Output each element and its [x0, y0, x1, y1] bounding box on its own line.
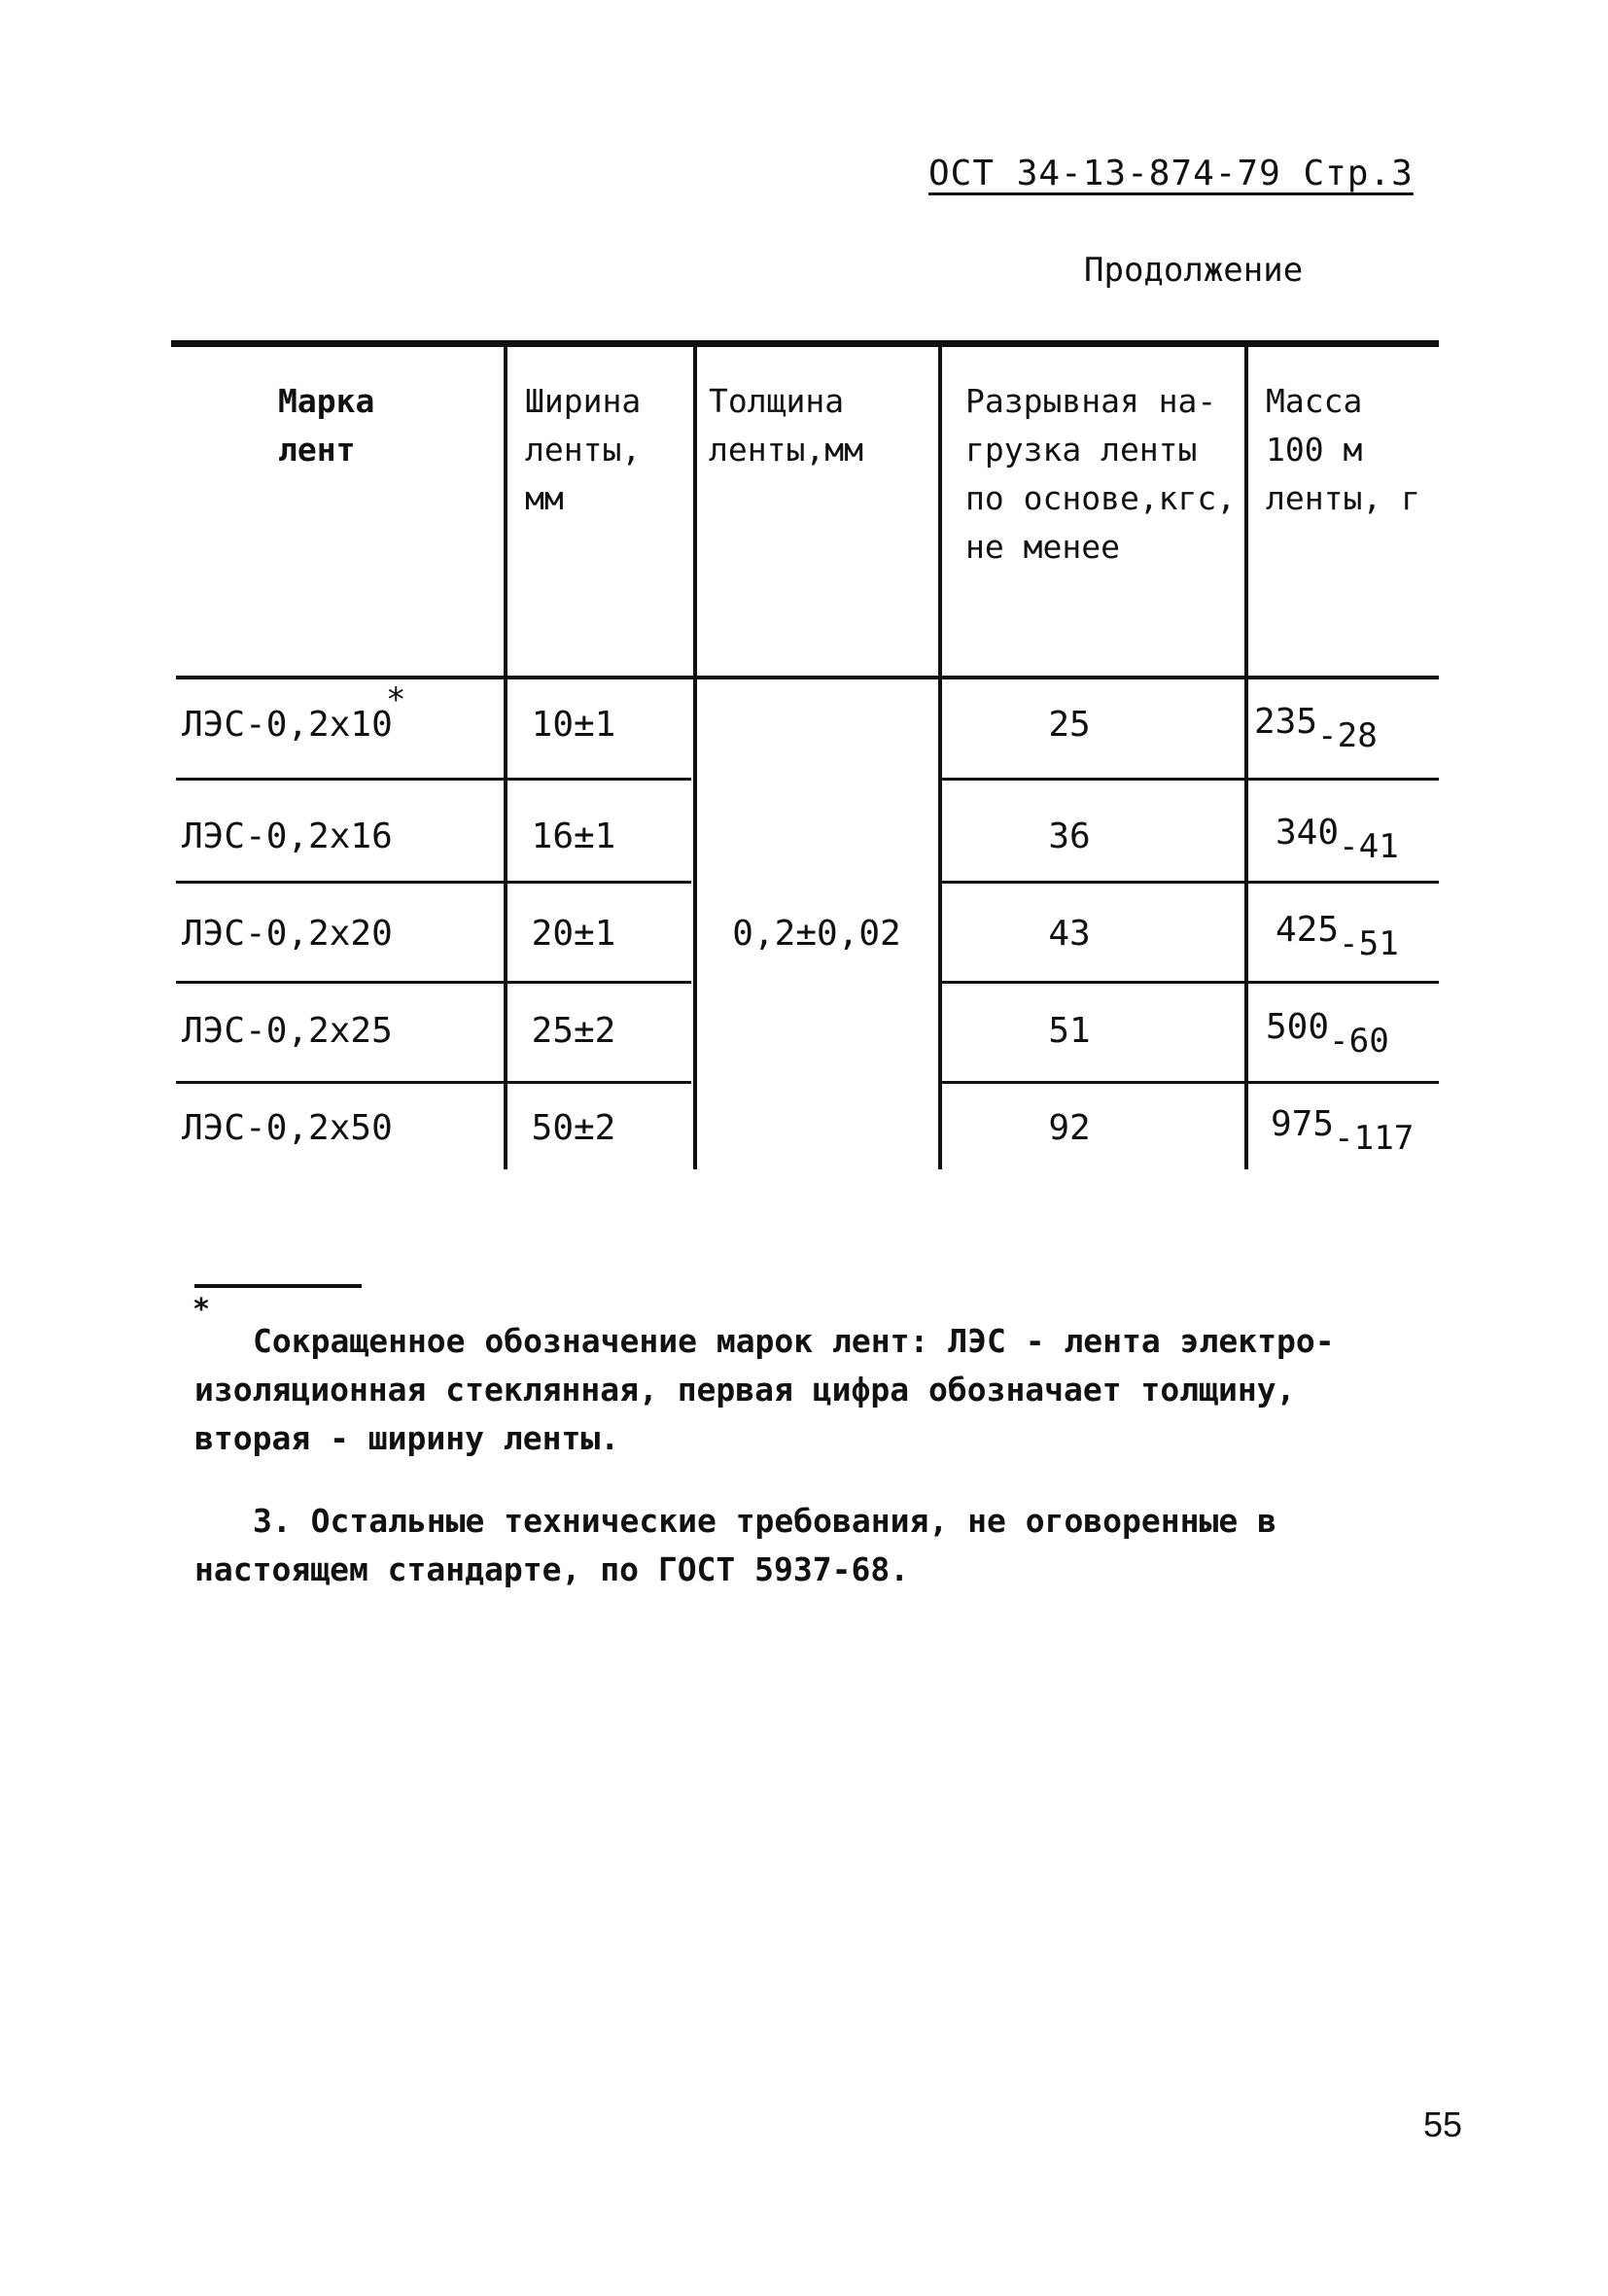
table-cell-width: 25±2: [531, 1011, 616, 1051]
table-cell-mark: ЛЭС-0,2x16: [182, 817, 393, 856]
table-cell-mass: [1276, 910, 1399, 963]
table-cell-width: 10±1: [531, 705, 616, 745]
table-cell-mark: ЛЭС-0,2x50: [182, 1108, 393, 1148]
table-cell-mass: [1271, 1104, 1415, 1158]
mass-value: 975: [1271, 1104, 1335, 1144]
table-cell-mark: ЛЭС-0,2x25: [182, 1011, 393, 1051]
table-cell-load: 92: [1048, 1108, 1091, 1148]
continuation-label: Продолжение: [1084, 251, 1304, 290]
column-rule: [938, 345, 942, 1169]
mass-value: 425: [1276, 910, 1340, 950]
row-divider: [176, 981, 691, 984]
column-header-mark: Марка лент: [278, 382, 375, 469]
footnote-marker: *: [386, 680, 406, 719]
row-divider: [176, 881, 691, 884]
column-rule: [1244, 345, 1248, 1169]
mass-value: 340: [1276, 813, 1340, 852]
row-divider: [941, 778, 1439, 781]
table-cell-load: 51: [1048, 1011, 1091, 1051]
column-header-load: Разрывная на- грузка ленты по основе,кгс, не менее: [965, 382, 1237, 566]
mass-tolerance: -51: [1339, 924, 1399, 963]
table-cell-load: 43: [1048, 914, 1091, 954]
table-header-rule: [176, 676, 1439, 679]
mass-value: 500: [1266, 1007, 1330, 1047]
row-divider: [176, 778, 691, 781]
column-rule: [504, 345, 507, 1169]
footnote-line: вторая - ширину ленты.: [194, 1419, 620, 1457]
table-cell-width: 50±2: [531, 1108, 616, 1148]
column-header-mass: Масса 100 м ленты, г: [1266, 382, 1420, 517]
table-cell-mass: [1254, 702, 1378, 755]
mass-tolerance: -41: [1339, 827, 1399, 866]
mass-tolerance: -60: [1329, 1022, 1389, 1061]
table-cell-mass: [1276, 813, 1399, 866]
table-cell-load: 25: [1048, 705, 1091, 745]
section-3-line: 3. Остальные технические требования, не оговоренные в: [253, 1502, 1276, 1540]
column-header-width: Ширина ленты, мм: [525, 382, 642, 517]
footnote-rule: [194, 1284, 362, 1288]
row-divider: [941, 1081, 1439, 1084]
row-divider: [941, 881, 1439, 884]
mass-tolerance: -117: [1334, 1119, 1415, 1158]
table-cell-width: 20±1: [531, 914, 616, 954]
table-cell-mass: [1266, 1007, 1389, 1061]
row-divider: [176, 1081, 691, 1084]
table-cell-load: 36: [1048, 817, 1091, 856]
table-cell-thickness: 0,2±0,02: [732, 914, 901, 954]
table-cell-mark: ЛЭС-0,2x20: [182, 914, 393, 954]
footnote-mark: *: [192, 1293, 211, 1327]
footnote-line: Сокращенное обозначение марок лент: ЛЭС - лента электро-: [253, 1322, 1335, 1360]
mass-tolerance: -28: [1317, 716, 1378, 755]
document-reference: ОСТ 34-13-874-79 Стр.3: [928, 154, 1414, 193]
table-cell-width: 16±1: [531, 817, 616, 856]
row-divider: [941, 981, 1439, 984]
mass-value: 235: [1254, 702, 1318, 742]
section-3-line: настоящем стандарте, по ГОСТ 5937-68.: [194, 1550, 910, 1588]
column-rule: [693, 345, 697, 1169]
column-header-thickness: Толщина ленты,мм: [709, 382, 863, 469]
table-cell-mark: ЛЭС-0,2x10: [182, 705, 393, 745]
footnote-line: изоляционная стеклянная, первая цифра обозначает толщину,: [194, 1371, 1296, 1409]
table-top-rule: [171, 340, 1439, 347]
page-number: 55: [1423, 2105, 1463, 2144]
